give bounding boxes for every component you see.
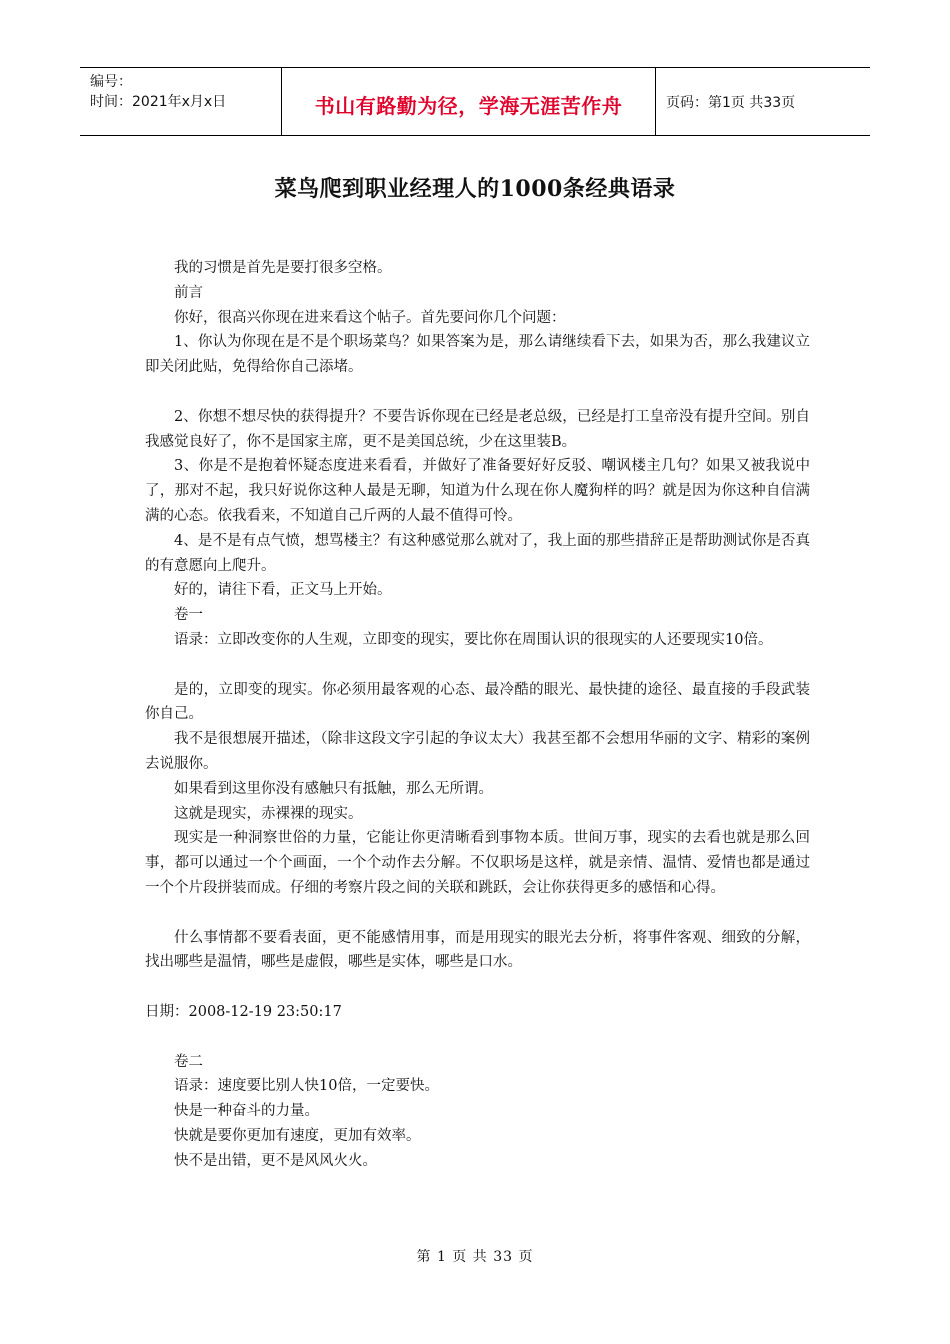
paragraph: 什么事情都不要看表面，更不能感情用事，而是用现实的眼光去分析，将事件客观、细致的分解，找出哪些是温情，哪些是虚假，哪些是实体，哪些是口水。: [145, 929, 810, 971]
blank-line: [145, 380, 810, 405]
paragraph: 前言: [174, 284, 203, 301]
header-meta-cell: [80, 68, 282, 135]
date-line: 日期：2008-12-19 23:50:17: [145, 1003, 342, 1020]
page-footer: 第 1 页 共 33 页: [416, 1249, 534, 1265]
paragraph: 语录：立即改变你的人生观，立即变的现实，要比你在周围认识的很现实的人还要现实10倍。: [174, 631, 773, 648]
page-info: 页码：第1页 共33页: [666, 94, 796, 111]
section-heading: 卷一: [174, 607, 203, 624]
paragraph: 快不是出错，更不是风风火火。: [174, 1152, 377, 1169]
blank-line: [145, 975, 810, 1000]
paragraph: 快就是要你更加有速度，更加有效率。: [174, 1127, 421, 1144]
paragraph: 你好，很高兴你现在进来看这个帖子。首先要问你几个问题：: [174, 309, 566, 326]
document-body: [145, 256, 810, 1173]
paragraph: 是的，立即变的现实。你必须用最客观的心态、最冷酷的眼光、最快捷的途径、最直接的手段武装你自己。: [145, 681, 810, 723]
blank-line: [145, 901, 810, 926]
document-title: 菜鸟爬到职业经理人的1000条经典语录: [274, 176, 676, 202]
paragraph: 快是一种奋斗的力量。: [174, 1103, 319, 1120]
paragraph: 现实是一种洞察世俗的力量，它能让你更清晰看到事物本质。世间万事，现实的去看也就是那么回事，都可以通过一个个画面，一个个动作去分解。不仅职场是这样，就是亲情、温情、爱情也都是通过一个个片段拼装而成。仔细的考察片段之间的关联和跳跃，会让你获得更多的感悟和心得。: [145, 830, 810, 896]
number-label: 编号：: [90, 74, 132, 90]
paragraph: 我的习惯是首先是要打很多空格。: [174, 260, 392, 276]
paragraph: 语录：速度要比别人快10倍，一定要快。: [174, 1078, 439, 1095]
time-label: 时间：2021年x月x日: [90, 94, 227, 110]
paragraph: 1、你认为你现在是不是个职场菜鸟？如果答案为是，那么请继续看下去，如果为否，那么我建议立即关闭此贴，免得给你自己添堵。: [145, 334, 810, 376]
section-heading: 卷二: [174, 1053, 203, 1070]
paragraph: 这就是现实，赤裸裸的现实。: [174, 805, 363, 822]
paragraph: 4、是不是有点气愤，想骂楼主？有这种感觉那么就对了，我上面的那些措辞正是帮助测试你是否真的有意愿向上爬升。: [145, 532, 810, 574]
paragraph: 2、你想不想尽快的获得提升？不要告诉你现在已经是老总级，已经是打工皇帝没有提升空间。别自我感觉良好了，你不是国家主席，更不是美国总统，少在这里装B。: [145, 408, 810, 450]
motto-text: 书山有路勤为径，学海无涯苦作舟: [314, 94, 623, 118]
page-header: [80, 67, 870, 136]
paragraph: 好的，请往下看，正文马上开始。: [174, 582, 392, 599]
header-page-cell: [656, 68, 870, 135]
blank-line: [145, 653, 810, 678]
paragraph: 3、你是不是抱着怀疑态度进来看看，并做好了准备要好好反驳、嘲讽楼主几句？如果又被我说中了，那对不起，我只好说你这种人最是无聊，知道为什么现在你人魔狗样的吗？就是因为你这种自信满满的心态。依我看来，不知道自己斤两的人最不值得可怜。: [145, 458, 810, 524]
paragraph: 如果看到这里你没有感触只有抵触，那么无所谓。: [174, 780, 493, 797]
header-motto-cell: [282, 68, 656, 135]
paragraph: 我不是很想展开描述，（除非这段文字引起的争议太大）我甚至都不会想用华丽的文字、精彩的案例去说服你。: [145, 731, 810, 772]
blank-line: [145, 1025, 810, 1050]
